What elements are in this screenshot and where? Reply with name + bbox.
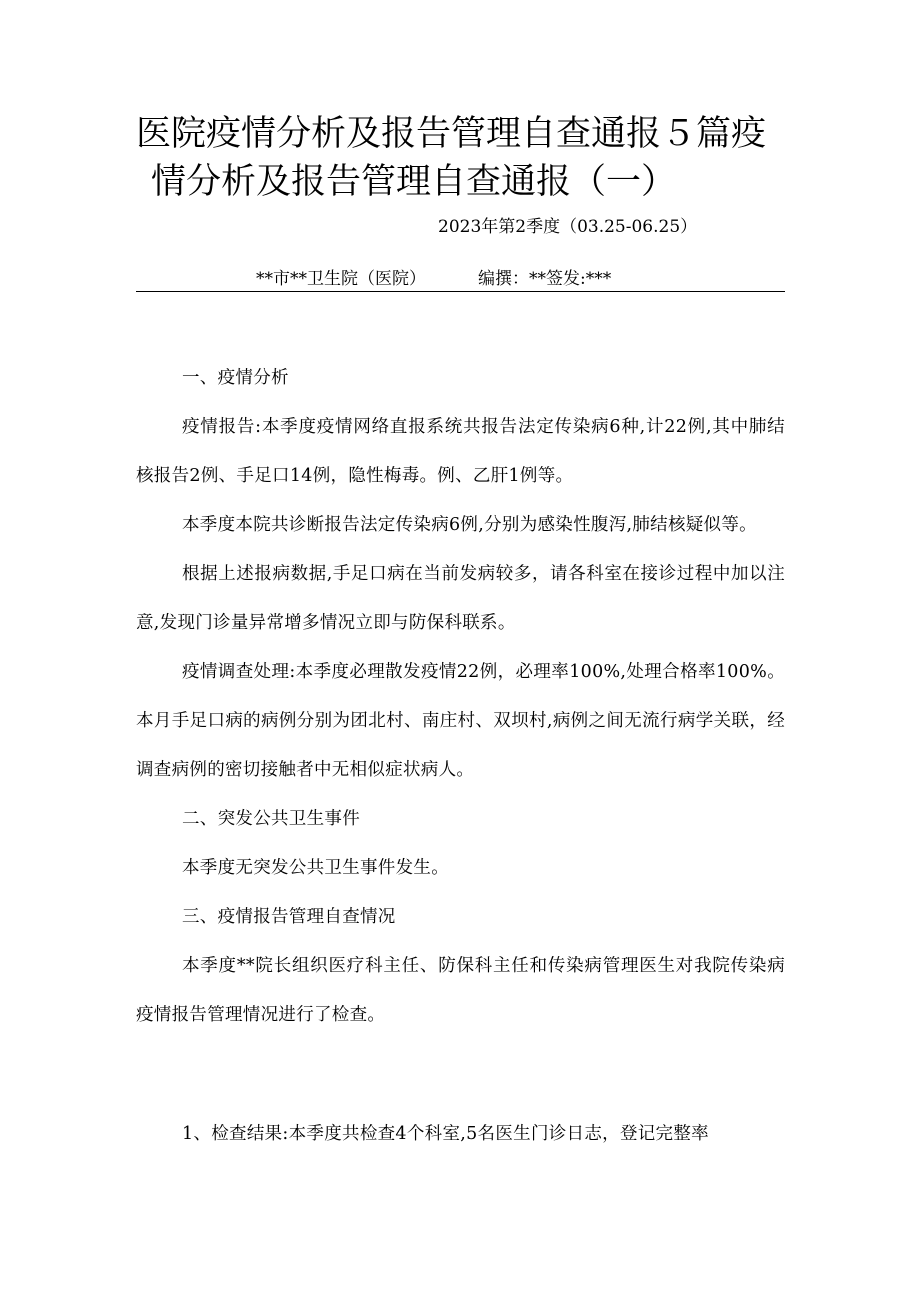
editor-signoff: 编撰：**签发:*** [478, 269, 612, 289]
section-heading-public-health-events: 二、突发公共卫生事件 [182, 809, 360, 829]
paragraph-inspection-result: 1、检查结果:本季度共检查4个科室,5名医生门诊日志，登记完整率 [182, 1124, 709, 1144]
title-line-2: 情分析及报告管理自查通报（一） [151, 162, 677, 202]
document-title [136, 110, 796, 206]
report-body-continued [136, 1110, 785, 1159]
section-heading-self-inspection: 三、疫情报告管理自查情况 [182, 907, 396, 927]
report-body [136, 354, 785, 1040]
issuer-row [256, 268, 611, 290]
paragraph-diagnosed-cases: 本季度本院共诊断报告法定传染病6例,分别为感染性腹泻,肺结核疑似等。 [182, 515, 757, 535]
paragraph-epidemic-report: 疫情报告:本季度疫情网络直报系统共报告法定传染病6种,计22例,其中肺结核报告2例、手足口14例，隐性梅毒。例、乙肝1例等。 [136, 417, 785, 486]
section-heading-epidemic-analysis: 一、疫情分析 [182, 368, 289, 388]
report-period: 2023年第2季度（03.25-06.25） [438, 217, 698, 237]
header-divider [136, 291, 785, 292]
paragraph-hfmd-notice: 根据上述报病数据,手足口病在当前发病较多，请各科室在接诊过程中加以注意,发现门诊量异常增多情况立即与防保科联系。 [136, 564, 785, 633]
paragraph-inspection-intro: 本季度**院长组织医疗科主任、防保科主任和传染病管理医生对我院传染病疫情报告管理情况进行了检查。 [136, 956, 785, 1025]
paragraph-investigation: 疫情调查处理:本季度必理散发疫情22例，必理率100%,处理合格率100%。本月手足口病的病例分别为团北村、南庄村、双坝村,病例之间无流行病学关联，经调查病例的密切接触者中无相似症状病人。 [136, 662, 785, 780]
paragraph-no-events: 本季度无突发公共卫生事件发生。 [182, 858, 449, 878]
title-line-1: 医院疫情分析及报告管理自查通报５篇疫 [136, 114, 767, 154]
issuer-name: **市**卫生院（医院） [256, 269, 426, 289]
